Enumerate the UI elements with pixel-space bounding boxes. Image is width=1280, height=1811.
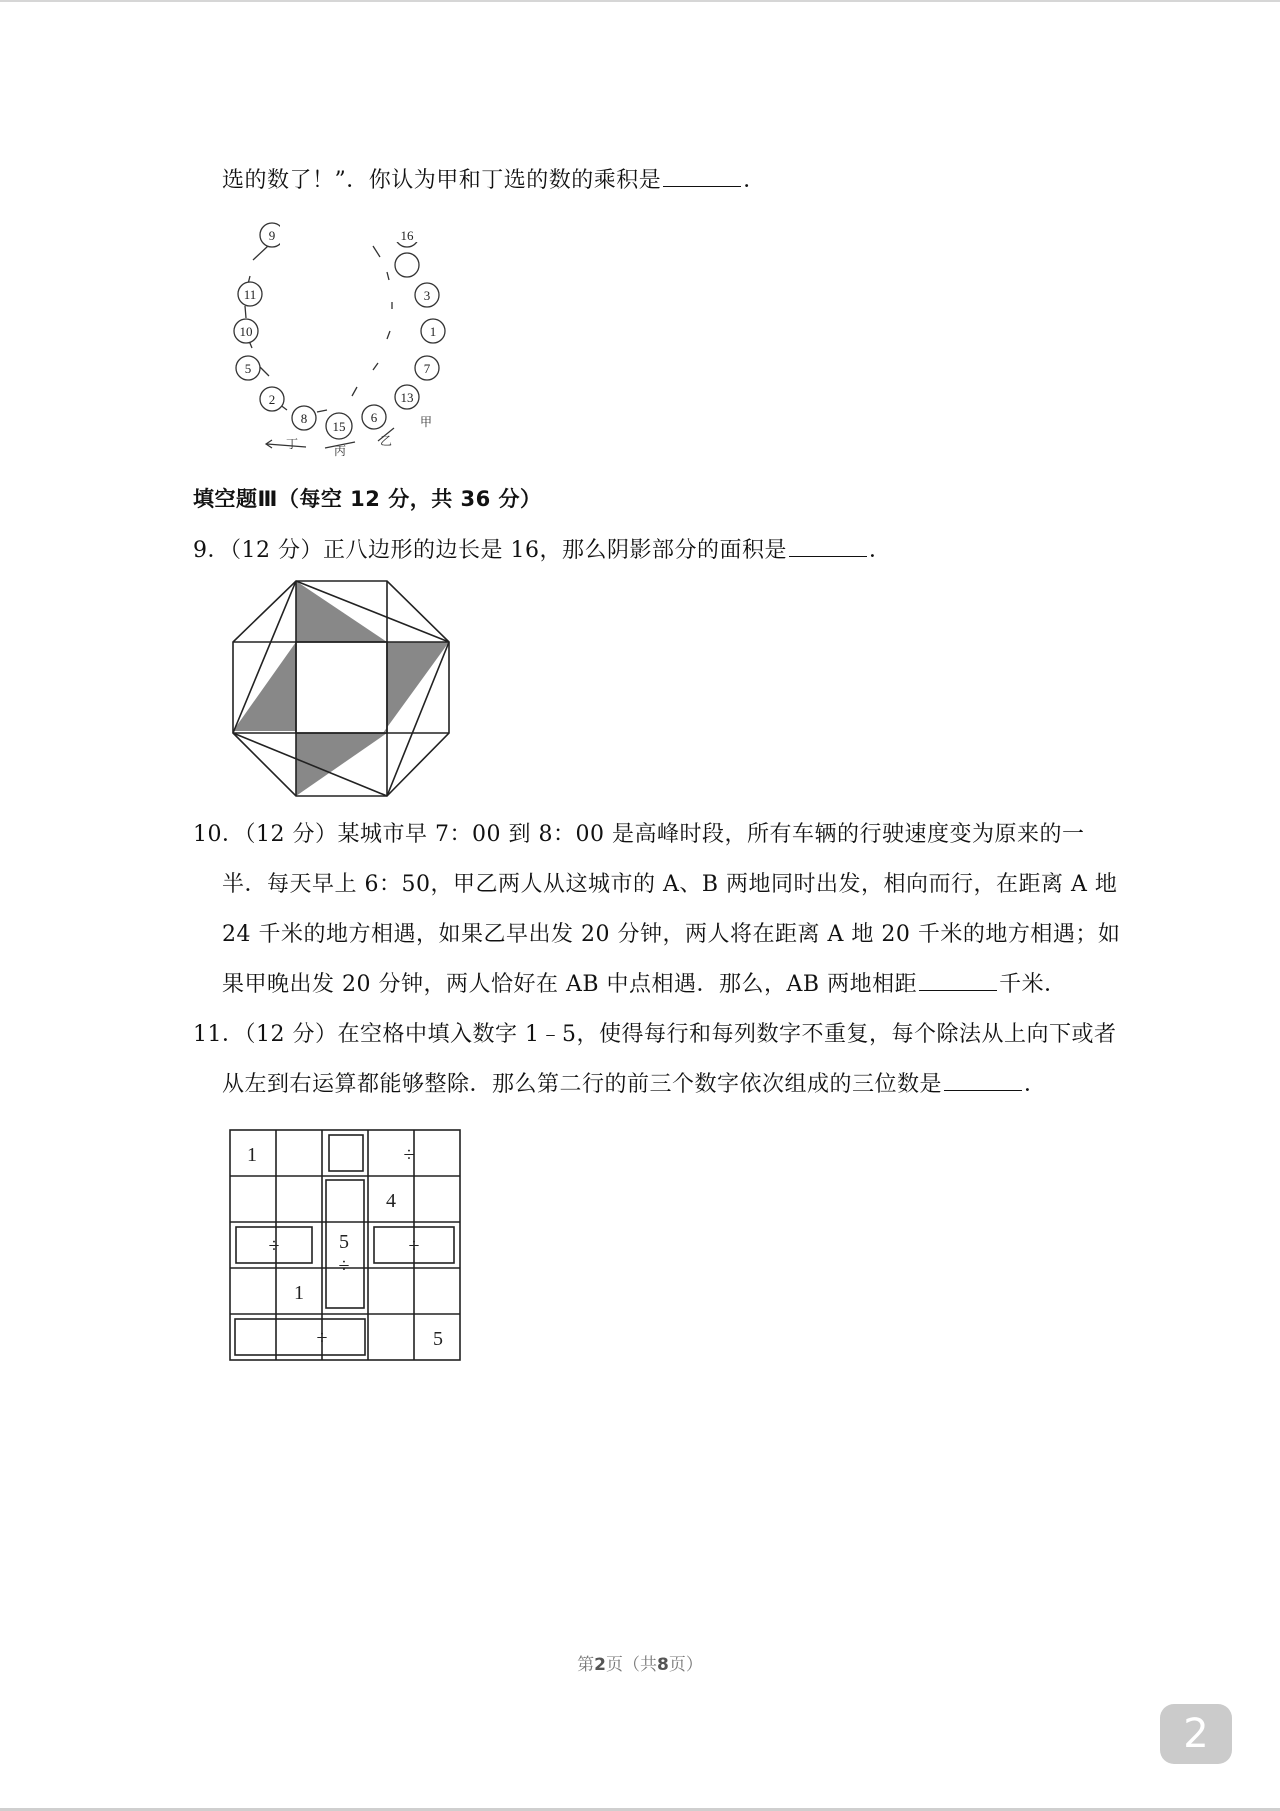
question-11-line1 (193, 1020, 1117, 1050)
circle-number: 6 (370, 410, 378, 425)
footer-total: 8 (657, 1655, 669, 1675)
grid-cell: 1 (247, 1144, 257, 1166)
circle-number: 9 (268, 228, 276, 243)
divide-symbol: ÷ (316, 1327, 328, 1349)
page-footer (0, 1650, 1280, 1675)
question-11-line2 (222, 1070, 1047, 1100)
q10-score: （12 分） (244, 822, 338, 847)
label-jia: 甲 (419, 415, 433, 429)
octagon-figure (230, 578, 455, 800)
footer-text: 页） (668, 1655, 703, 1675)
answer-blank (944, 1070, 1022, 1091)
q9-text: 正八边形的边长是 16，那么阴影部分的面积是 (323, 538, 787, 563)
label-yi: 乙 (379, 434, 393, 448)
footer-text: 页（共 (606, 1655, 657, 1675)
q11-number: 11． (193, 1022, 245, 1047)
circle-number: 2 (268, 392, 276, 407)
q10-number: 10． (193, 822, 245, 847)
top-border (0, 0, 1280, 2)
footer-page: 2 (594, 1655, 606, 1675)
circle-number: 13 (400, 390, 414, 405)
q10-text: 某城市早 7：00 到 8：00 是高峰时段，所有车辆的行驶速度变为原来的一 (337, 822, 1085, 847)
intro-tail: ． (743, 168, 766, 193)
q9-number: 9． (193, 538, 230, 563)
q10-text: 果甲晚出发 20 分钟，两人恰好在 AB 中点相遇．那么，AB 两地相距 (222, 972, 918, 997)
q11-score: （12 分） (244, 1022, 338, 1047)
circle-number: 5 (244, 361, 252, 376)
grid-cell: 5 (339, 1231, 349, 1253)
intro-text: 选的数了！”．你认为甲和丁选的数的乘积是 (222, 168, 662, 193)
grid-cell: 5 (433, 1328, 443, 1350)
q10-tail: 千米． (999, 972, 1067, 997)
footer-text: 第 (577, 1655, 595, 1675)
q9-score: （12 分） (230, 538, 323, 563)
label-bing: 丙 (333, 444, 347, 458)
intro-line (222, 166, 766, 196)
number-circle-figure (220, 220, 460, 465)
page-number-badge[interactable]: 2 (1160, 1704, 1232, 1764)
answer-blank (663, 166, 741, 187)
question-10-line3: 24 千米的地方相遇，如果乙早出发 20 分钟，两人将在距离 A 地 20 千米的地方相遇；如 (222, 922, 1121, 947)
question-10-line4 (222, 970, 1067, 1000)
circle-number: 7 (423, 361, 431, 376)
circle-number: 10 (239, 324, 253, 339)
shaded-regions (233, 581, 449, 796)
circle-number: 16 (400, 228, 414, 243)
circle-number: 15 (332, 419, 346, 434)
answer-blank (789, 536, 867, 557)
circle-number: 11 (243, 287, 257, 302)
q9-tail: ． (869, 538, 892, 563)
circle-number: 3 (423, 288, 431, 303)
q11-text: 从左到右运算都能够整除．那么第二行的前三个数字依次组成的三位数是 (222, 1072, 943, 1097)
circle-number: 8 (300, 411, 308, 426)
question-10-line1 (193, 820, 1084, 850)
q11-tail: ． (1024, 1072, 1047, 1097)
label-ding: 丁 (285, 437, 299, 451)
q11-text: 在空格中填入数字 1﹣5，使得每行和每列数字不重复，每个除法从上向下或者 (337, 1022, 1117, 1047)
divide-symbol: ÷ (408, 1235, 420, 1257)
divide-symbol: ÷ (403, 1144, 415, 1166)
divide-symbol: ÷ (268, 1235, 280, 1257)
question-9 (193, 536, 892, 566)
grid-cell: 1 (294, 1282, 304, 1304)
grid-cell: 4 (386, 1190, 396, 1212)
division-grid-figure (228, 1128, 464, 1364)
question-10-line2: 半．每天早上 6：50，甲乙两人从这城市的 A、B 两地同时出发，相向而行，在距离 A 地 (222, 872, 1118, 897)
circle-number: 1 (429, 324, 437, 339)
section-title: 填空题Ⅲ（每空 12 分，共 36 分） (193, 487, 542, 511)
divide-symbol: ÷ (338, 1255, 350, 1277)
answer-blank (919, 970, 997, 991)
